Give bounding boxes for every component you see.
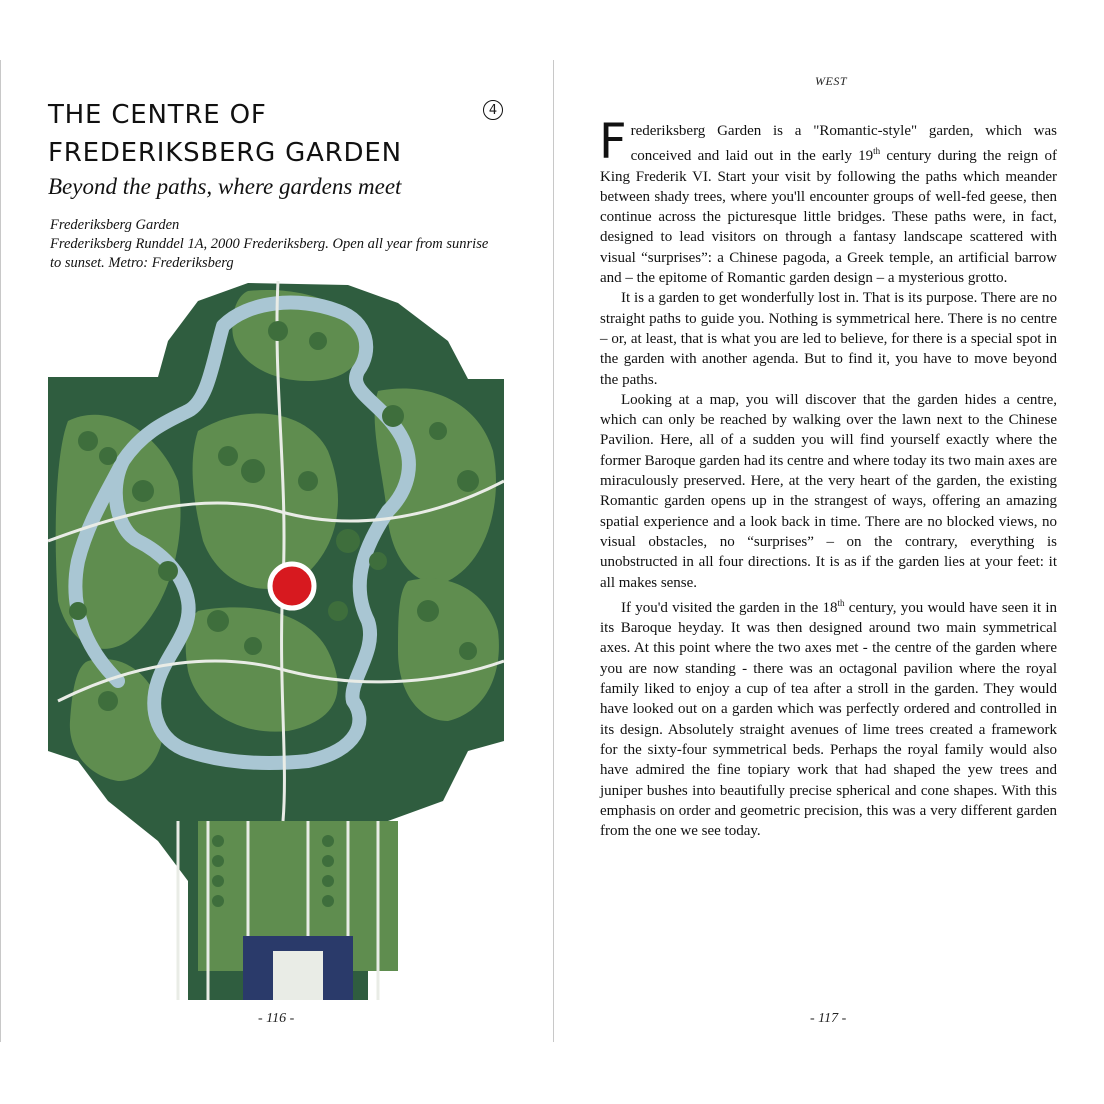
subtitle: Beyond the paths, where gardens meet xyxy=(48,174,402,199)
paragraph-4: If you'd visited the garden in the 18th century, you would have seen it in its Baroque heyday. It was then designed around two main symmetrical axes. At this point where the two axes met - the centre of the garden where you are now standing - there was an octagonal pavilion where the royal family liked to enjoy a cup of tea after a stroll in the garden. They would have looked out on a garden which was perfectly ordered and controlled in its design. Absolutely straight avenues of lime trees created a framework for the sixty-four symmetrical beds. Perhaps the royal family would also have admired the fine topiary work that had shaped the yew trees and juniper bushes into beautifully precise spherical and cone shapes. With this emphasis on order and geometric precision, this was a very different garden from the one we see today. xyxy=(600,597,1057,840)
palace-building xyxy=(243,936,353,1000)
page-number-right: - 117 - xyxy=(810,1011,847,1026)
body-text xyxy=(599,114,1057,841)
running-head: WEST xyxy=(815,74,847,88)
title-line-2: FREDERIKSBERG GARDEN xyxy=(48,138,402,168)
page-number-left: - 116 - xyxy=(258,1011,295,1026)
location-info xyxy=(50,216,490,273)
centre-marker xyxy=(270,564,314,608)
paragraph-2: It is a garden to get wonderfully lost in. That is its purpose. There are no straight paths to guide you. Nothing is symmetrical here. There is no centre – or, at least, that is what you are led to believe, for there is a special spot in the garden with another agenda. But to find it, you have to move beyond the paths. xyxy=(600,290,1057,388)
garden-map xyxy=(48,281,504,1000)
paragraph-1: Frederiksberg Garden is a "Romantic-style" garden, which was conceived and laid out in the early 19th century during the reign of King Frederik VI. Start your visit by following the paths which meander between shady trees, where you'll encounter groups of well-fed geese, then continue across the picturesque little bridges. These paths were, in fact, designed to lead visitors on through a fantasy landscape scattered with visual “surprises”: a Chinese pagoda, a Greek temple, an artificial barrow and – the epitome of Romantic garden design – a mysterious grotto. xyxy=(599,114,1057,287)
entry-number-badge: 4 xyxy=(483,100,503,120)
address-line-2: to sunset. Metro: Frederiksberg xyxy=(50,255,234,271)
location-name: Frederiksberg Garden xyxy=(50,217,180,233)
address-line-1: Frederiksberg Runddel 1A, 2000 Frederiksberg. Open all year from sunrise xyxy=(50,236,489,252)
page-title xyxy=(48,96,448,172)
title-line-1: THE CENTRE OF xyxy=(48,100,267,130)
drop-cap: F xyxy=(599,114,627,170)
paragraph-3: Looking at a map, you will discover that the garden hides a centre, which can only be reached by walking over the lawn next to the Chinese Pavilion. Here, all of a sudden you will find yourself exactly where the former Baroque garden had its centre and where today its two main axes are miraculously preserved. Here, at the very heart of the garden, the existing Romantic garden opens up in the strangest of ways, offering an amazing spatial experience and a look back in time. There are no blocked views, no visual obstacles, no “surprises” – on the contrary, everything is unobstructed in all four directions. It is as if the garden lies at your feet: it all makes sense. xyxy=(600,391,1057,591)
